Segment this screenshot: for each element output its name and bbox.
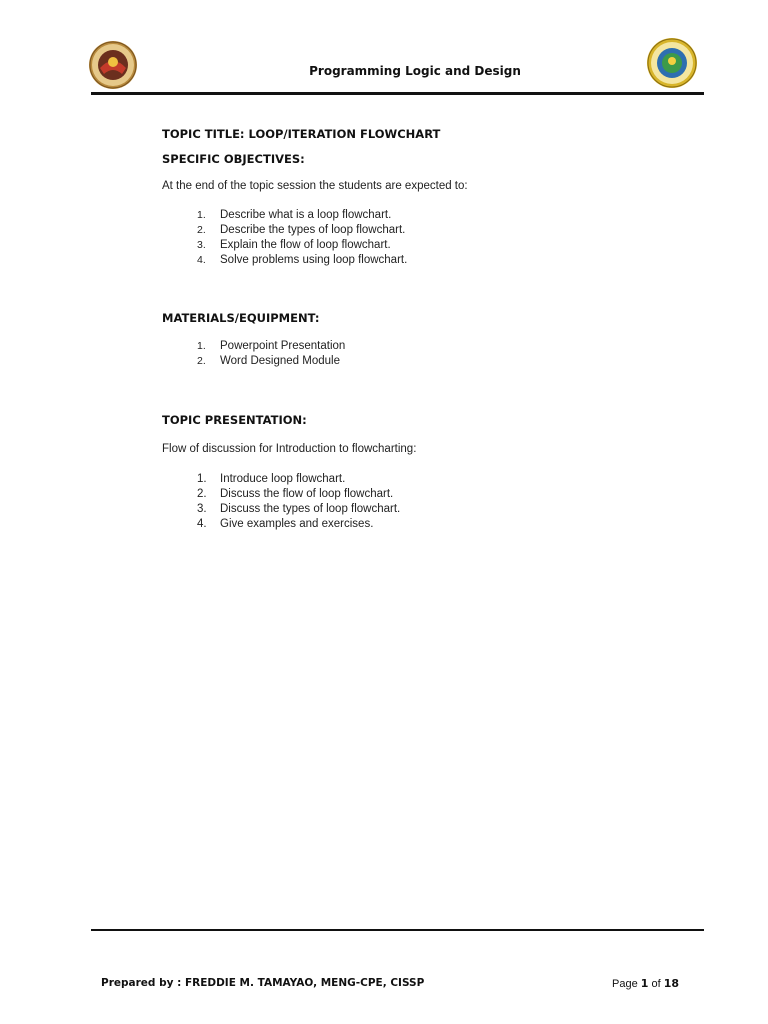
footer-divider <box>91 929 704 931</box>
list-item: 4. Solve problems using loop flowchart. <box>197 254 408 266</box>
presentation-intro: Flow of discussion for Introduction to flowcharting: <box>162 443 417 455</box>
list-item: 1. Introduce loop flowchart. <box>197 473 346 485</box>
document-header-title: Programming Logic and Design <box>309 64 521 78</box>
presentation-list <box>162 472 682 532</box>
page-number <box>612 977 679 990</box>
materials-heading: MATERIALS/EQUIPMENT: <box>162 311 320 325</box>
list-item: 1. Powerpoint Presentation <box>197 340 346 352</box>
list-item: 3. Explain the flow of loop flowchart. <box>197 239 391 251</box>
page-current: 1 <box>640 977 649 990</box>
page-total: 18 <box>663 977 680 990</box>
topic-title: TOPIC TITLE: LOOP/ITERATION FLOWCHART <box>162 127 441 141</box>
list-item: 4. Give examples and exercises. <box>197 518 374 530</box>
list-item: 1. Describe what is a loop flowchart. <box>197 209 392 221</box>
school-seal-right-logo <box>646 37 698 89</box>
school-seal-left-logo <box>88 40 138 90</box>
page-of: of <box>651 978 661 990</box>
materials-list <box>162 339 682 369</box>
objectives-heading: SPECIFIC OBJECTIVES: <box>162 152 305 166</box>
list-item: 2. Describe the types of loop flowchart. <box>197 224 406 236</box>
list-item: 2. Discuss the flow of loop flowchart. <box>197 488 394 500</box>
page-label: Page <box>612 978 638 990</box>
objectives-list <box>162 208 682 268</box>
document-body <box>162 126 682 532</box>
prepared-by: Prepared by : FREDDIE M. TAMAYAO, MENG-CPE, CISSP <box>101 977 425 989</box>
header-divider <box>91 92 704 95</box>
presentation-heading: TOPIC PRESENTATION: <box>162 413 307 427</box>
list-item: 3. Discuss the types of loop flowchart. <box>197 503 401 515</box>
objectives-intro: At the end of the topic session the students are expected to: <box>162 180 468 192</box>
list-item: 2. Word Designed Module <box>197 355 340 367</box>
